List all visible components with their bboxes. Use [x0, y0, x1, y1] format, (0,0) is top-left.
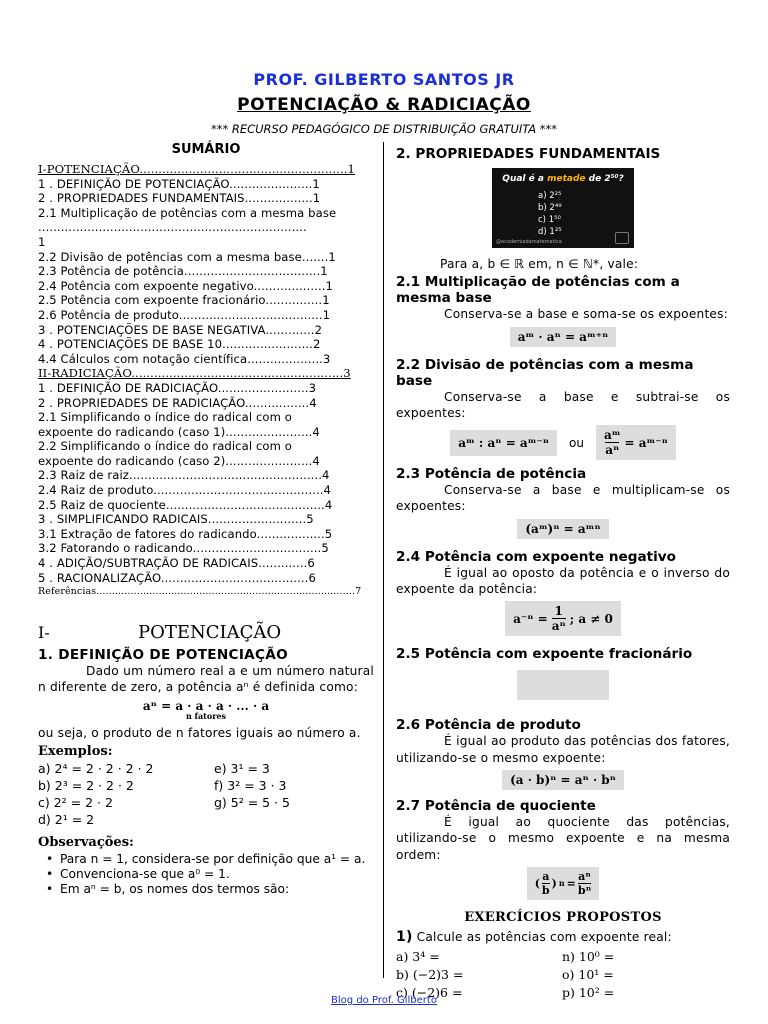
- example-item: d) 2¹ = 2: [38, 811, 95, 827]
- toc-item[interactable]: 1 . DEFINIÇÃO DE POTENCIAÇÃO......................1: [38, 176, 320, 191]
- quiz-image: [492, 168, 634, 248]
- section-heading: [38, 622, 374, 643]
- example-item: b) 2³ = 2 · 2 · 2: [38, 777, 134, 793]
- right-column: [396, 146, 730, 1000]
- toc-item[interactable]: 3 . SIMPLIFICANDO RADICAIS..........................5: [38, 512, 314, 527]
- toc-item[interactable]: 2.4 Raiz de produto.............................................4: [38, 483, 332, 498]
- observation-item: • Para n = 1, considera-se por definição que a¹ = a.: [38, 852, 374, 867]
- observation-item: • Em aⁿ = b, os nomes dos termos são:: [38, 882, 374, 897]
- table-of-contents: [38, 162, 374, 600]
- toc-item[interactable]: I-POTENCIAÇÃO.......................................................1: [38, 162, 356, 176]
- property-2-1-title: 2.1 Multiplicação de potências com a mesma base: [396, 274, 680, 307]
- property-2-4-text: É igual ao oposto da potência e o inverso do expoente da potência:: [396, 565, 730, 597]
- toc-item[interactable]: 3.1 Extração de fatores do radicando..................5: [38, 526, 333, 541]
- quiz-brand: @academiadamatematica: [496, 239, 562, 245]
- toc-item[interactable]: 3 . POTENCIAÇÕES DE BASE NEGATIVA.............2: [38, 322, 323, 337]
- toc-item[interactable]: 4.4 Cálculos com notação científica....................3: [38, 351, 331, 366]
- property-2-5-formula: [396, 666, 730, 703]
- document-title: POTENCIAÇÃO & RADICIAÇÃO: [237, 95, 531, 115]
- property-2-6-text: É igual ao produto das potências dos fatores, utilizando-se o mesmo expoente:: [396, 734, 730, 765]
- observations-list: [38, 852, 374, 897]
- property-2-6-formula: (a · b)ⁿ = aⁿ · bⁿ: [396, 770, 730, 790]
- section-number: I-: [38, 622, 50, 642]
- toc-item[interactable]: 4 . POTENCIAÇÕES DE BASE 10........................2: [38, 337, 321, 352]
- definition-formula: aⁿ = a · a · a · ... · a n fatores: [142, 699, 270, 722]
- document-subtitle: *** RECURSO PEDAGÓGICO DE DISTRIBUIÇÃO GRATUITA ***: [210, 122, 558, 136]
- toc-item[interactable]: Referências...................................................................................7: [38, 586, 362, 598]
- exercise-item: a) 3⁴ =: [396, 949, 440, 965]
- property-2-3-formula: (aᵐ)ⁿ = aᵐⁿ: [396, 519, 730, 539]
- property-2-2-title: 2.2 Divisão de potências com a mesma base: [396, 356, 694, 389]
- toc-item[interactable]: 2 . PROPRIEDADES FUNDAMENTAIS..................1: [38, 191, 321, 206]
- exercise-1-prompt: 1) Calcule as potências com expoente real:: [396, 928, 672, 945]
- toc-item[interactable]: expoente do radicando (caso 1).......................4: [38, 424, 320, 439]
- toc-item[interactable]: 2.3 Potência de potência....................................1: [38, 264, 328, 279]
- example-item: c) 2² = 2 · 2: [38, 794, 113, 810]
- toc-item[interactable]: 2 . PROPRIEDADES DE RADICIAÇÃO.................4: [38, 395, 317, 410]
- property-2-5-title: 2.5 Potência com expoente fracionário: [396, 646, 693, 663]
- examples-grid: [38, 761, 374, 827]
- property-2-2-text: Conserva-se a base e subtrai-se os expoentes:: [396, 389, 730, 420]
- properties-intro: Para a, b ∈ ℝ em, n ∈ ℕ*, vale:: [440, 257, 639, 271]
- exercises-title: EXERCÍCIOS PROPOSTOS: [464, 909, 662, 925]
- toc-item[interactable]: 2.4 Potência com expoente negativo...................1: [38, 278, 333, 293]
- left-column: [38, 142, 374, 897]
- property-2-7-title: 2.7 Potência de quociente: [396, 797, 596, 814]
- properties-title: 2. PROPRIEDADES FUNDAMENTAIS: [396, 146, 661, 162]
- toc-item[interactable]: 3.2 Fatorando o radicando..................................5: [38, 541, 329, 556]
- sumario-title: SUMÁRIO: [171, 142, 241, 157]
- section-name: POTENCIAÇÃO: [138, 621, 282, 643]
- page-header: [0, 70, 768, 136]
- exercise-item: p) 10² =: [562, 985, 615, 1001]
- property-2-7-text: É igual ao quociente das potências, utilizando-se o mesmo expoente e na mesma ordem:: [396, 814, 730, 862]
- property-2-3-text: Conserva-se a base e multiplicam-se os expoentes:: [396, 483, 730, 514]
- definition-text: Dado um número real a e um número natural n diferente de zero, a potência aⁿ é definida como:: [38, 663, 374, 695]
- quiz-question: Qual é a metade de 2⁵⁰?: [502, 174, 624, 184]
- observations-title: Observações:: [38, 834, 134, 850]
- footer-blog-link[interactable]: Blog do Prof. Gilberto: [331, 995, 437, 1006]
- property-2-6-title: 2.6 Potência de produto: [396, 717, 581, 734]
- quiz-options: a) 2²⁵ b) 2⁴⁹ c) 1⁵⁰ d) 1²⁵: [538, 191, 562, 237]
- exercise-item: b) (−2)3 =: [396, 967, 464, 983]
- toc-item[interactable]: 2.6 Potência de produto......................................1: [38, 307, 331, 322]
- property-2-3-title: 2.3 Potência de potência: [396, 466, 587, 483]
- toc-item[interactable]: 1: [38, 234, 46, 249]
- property-2-1-formula: aᵐ · aⁿ = aᵐ⁺ⁿ: [396, 327, 730, 347]
- property-2-2-formula: aᵐ : aⁿ = aᵐ⁻ⁿ ou $\frac{\text{aᵐ}}{\text{aⁿ}}$ = aᵐ⁻ⁿ: [396, 425, 730, 460]
- toc-item[interactable]: 2.3 Raiz de raiz...................................................4: [38, 468, 330, 483]
- exercise-item: c) (−2)6 =: [396, 985, 463, 1001]
- example-item: g) 5² = 5 · 5: [214, 794, 290, 810]
- toc-item[interactable]: 2.2 Simplificando o índice do radical com o: [38, 439, 293, 454]
- toc-item[interactable]: 2.2 Divisão de potências com a mesma base.......1: [38, 249, 336, 264]
- toc-item[interactable]: 2.5 Potência com expoente fracionário...............1: [38, 293, 330, 308]
- definition-title: 1. DEFINIÇÃO DE POTENCIAÇÃO: [38, 646, 288, 663]
- examples-title: Exemplos:: [38, 743, 113, 759]
- toc-item[interactable]: .......................................................................: [38, 220, 307, 235]
- definition-after: ou seja, o produto de n fatores iguais ao número a.: [38, 726, 361, 741]
- toc-item[interactable]: 5 . RACIONALIZAÇÃO.......................................6: [38, 570, 316, 585]
- toc-item[interactable]: 1 . DEFINIÇÃO DE RADICIAÇÃO........................3: [38, 380, 317, 395]
- property-2-4-formula: a⁻ⁿ = $\frac{1}{\text{aⁿ}}$ ; a ≠ 0: [396, 601, 730, 636]
- observation-item: • Convenciona-se que a⁰ = 1.: [38, 867, 374, 882]
- example-item: a) 2⁴ = 2 · 2 · 2 · 2: [38, 760, 154, 776]
- exercise-1-list: [396, 949, 730, 1000]
- property-2-4-title: 2.4 Potência com expoente negativo: [396, 548, 676, 565]
- property-2-7-formula: ( $\frac{a}{b}$ ) n = $\frac{\text{aⁿ}}{\text{bⁿ}}$: [396, 867, 730, 900]
- exercise-item: n) 10⁰ =: [562, 949, 615, 965]
- example-item: f) 3² = 3 · 3: [214, 777, 287, 793]
- brain-logo-icon: [615, 232, 629, 244]
- author-name: PROF. GILBERTO SANTOS JR: [253, 70, 515, 89]
- toc-item[interactable]: 2.1 Multiplicação de potências com a mesma base: [38, 205, 337, 220]
- toc-item[interactable]: 2.5 Raiz de quociente..........................................4: [38, 497, 333, 512]
- exercise-item: o) 10¹ =: [562, 967, 614, 983]
- example-item: e) 3¹ = 3: [214, 760, 270, 776]
- toc-item[interactable]: 2.1 Simplificando o índice do radical com o: [38, 410, 293, 425]
- toc-item[interactable]: II-RADICIAÇÃO........................................................3: [38, 366, 351, 381]
- example-item: [214, 812, 364, 827]
- column-divider: [383, 142, 384, 978]
- toc-item[interactable]: 4 . ADIÇÃO/SUBTRAÇÃO DE RADICAIS.............6: [38, 556, 315, 571]
- property-2-1-text: Conserva-se a base e soma-se os expoentes:: [444, 307, 728, 322]
- toc-item[interactable]: expoente do radicando (caso 2).......................4: [38, 453, 320, 468]
